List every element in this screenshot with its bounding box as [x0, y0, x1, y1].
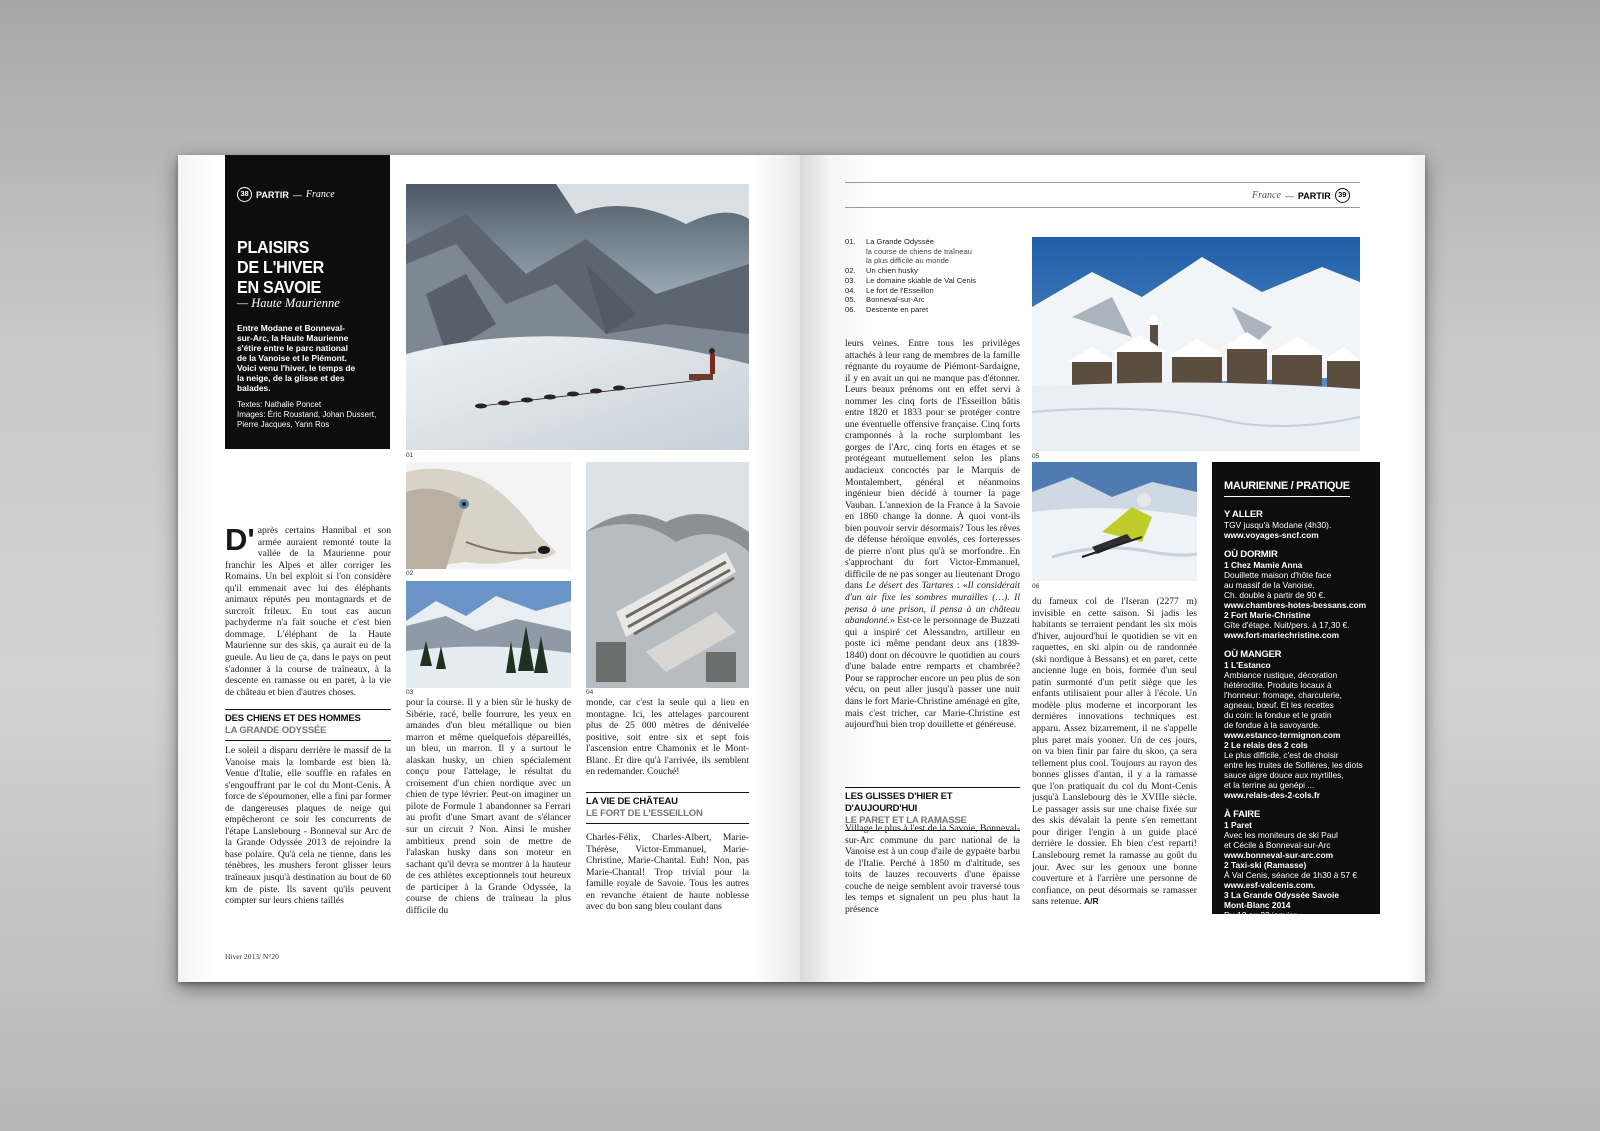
- caption-03: 03: [406, 689, 414, 696]
- header-country: France: [305, 189, 335, 200]
- lead-paragraph: [225, 525, 391, 705]
- section-subtitle: LE PARET ET LA RAMASSE: [845, 815, 1020, 831]
- section-label: PARTIR: [256, 189, 289, 200]
- header-sep: —: [1284, 190, 1294, 201]
- credits: Textes: Nathalie Poncet Images: Éric Roustand, Johan Dussert, Pierre Jacques, Yann Ros: [237, 400, 377, 429]
- photo-paret: [1032, 462, 1197, 581]
- sidebar-block: 1 Chez Mamie Anna Douillette maison d'hôte face au massif de la Vanoise. Ch. double à partir de 90 €. www.chambres-hotes-bessans.com 2 Fort Marie-Christine Gîte d'étape. Nuit/pers. à 17,30 €. www.fort-mariechristine.com: [1224, 560, 1367, 640]
- title-line: DE L'HIVER: [237, 257, 324, 277]
- header-rule-bottom: [845, 207, 1360, 208]
- sidebar-heading: À FAIRE: [1224, 809, 1261, 820]
- title-block: [225, 155, 390, 449]
- sidebar-block: 1 Paret Avec les moniteurs de ski Paul et Cécile à Bonneval-sur-Arc www.bonneval-sur-arc.com 2 Taxi-ski (Ramasse) À Val Cenis, séance de 1h30 à 57 € www.esf-valcenis.com. 3 La Grande Odyssée Savoie Mont-Blanc 2014 Du 12 au 22 janvier.: [1224, 820, 1358, 920]
- caption-02: 02: [406, 570, 414, 577]
- text-column-5: du fameux col de l'Iseran (2277 m) invisible en cette saison. Si jadis les habitants se terraient pendant les six mois d'hiver, aujourd'hui le quotidien se vit en raquettes, en ski alpin ou de randonnée (ski nordique à Bessans) et en paret, cette ancienne luge en bois, formée d'un seul patin surmonté d'un petit siège que les enfants utilisaient pour aller à l'école. Un modèle plus moderne et incorporant les dernières innovations techniques est apparu. Assez bizarrement, il ne s'appelle plus paret mais yooner. Un de ces jours, on va bien finir par faire du skoo, ça sera tellement plus cool. Toujours au rayon des bonnes glisses d'antan, il y a la ramasse que l'on pratiquait du col du Mont-Cenis jusqu'à Lanslebourg dès le XVIIIe siècle. Le passager assis sur une chaise fixée sur des skis dévalait la pente s'en remettant pour diriger l'engin à un guide placé derrière le dossier. Eh bien c'est reparti! Lanslebourg remet la ramasse au goût du jour. Avec sur les genoux une bonne couverture et à l'arrière une personne de confiance, on peut désormais se ramasser sans retenue. A/R: [1032, 596, 1197, 908]
- legend-item: 06. Descente en paret: [845, 304, 929, 314]
- title-line: PLAISIRS: [237, 237, 310, 257]
- husky-image: [406, 462, 571, 569]
- photo-village: [1032, 237, 1360, 451]
- text-column-2: pour la course. Il y a bien sûr le husky de Sibérie, racé, belle fourrure, les yeux en amandes d'un bleu métallique ou bien marron et même quelquefois dépareillés, un bleu, un marron. Il y a surtout le alaskan husky, un chien spécialement conçu pour l'attelage, le résultat du croisement d'un chien nordique avec un chien de type lévrier. Peut-on imaginer un pilote de Formule 1 abandonner sa Ferrari au profit d'une Smart avant de s'élancer sur un circuit ? Non. Ainsi le musher ambitieux prend soin de mettre de l'alaskan husky dans son moteur en sachant qu'il devra se montrer à la hauteur de ces athlètes exceptionnels tout heureux de participer à la Grande Odyssée, la course de chiens de traîneau la plus difficile du: [406, 697, 571, 916]
- section-subtitle: LA GRANDE ODYSSÉE: [225, 725, 391, 741]
- title-line: EN SAVOIE: [237, 277, 322, 297]
- section-title: DES CHIENS ET DES HOMMES: [225, 709, 391, 725]
- sidebar-heading: OÙ MANGER: [1224, 649, 1282, 660]
- section-heading-castle: [586, 792, 749, 824]
- caption-05: 05: [1032, 453, 1040, 460]
- drop-cap: D': [225, 525, 255, 557]
- legend-item: 03. Le domaine skiable de Val Cenis: [845, 275, 977, 285]
- village-image: [1032, 237, 1360, 451]
- section-heading-dogs: [225, 709, 391, 741]
- text-column-4: leurs veines. Entre tous les privilèges attachés à leur rang de membres de la famille régnante du royaume de Piémont-Sardaigne, il y en avait un qui ne manque pas d'étonner. Leurs beaux prénoms ont en effet servi à nommer les cinq forts de l'Esseillon bâtis entre 1820 et 1833 pour se protéger contre une éventuelle offensive française. Cinq forts cramponnés à la roche surplombant les gorges de l'Arc, cinq forts en étages et se protégeant mutuellement selon les plans audacieux concoctés par le Marquis de Montalembert, général et néanmoins ingénieur bien décidé à tourner la page Vauban. L'annexion de la France à la Savoie en 1860 change la donne. À quoi vont-ils bien pouvoir servir désormais? Tous les rêves de défense héroïque envolés, ces forteresses de pierre n'ont plus qu'à se morfondre. En s'approchant du fort Victor-Emmanuel, difficile de ne pas songer au lieutenant Drogo dans Le désert des Tartares : «Il considérait d'un air fixe les sombres murailles (…). Il pensa à une prison, il pensa à un château abandonné.» Est-ce le personnage de Buzzati qui a inspiré cet Alessandro, artilleur en poste ici même pendant deux ans (1839-1840) dont on découvre le quotidien au cours d'une balade entre remparts et chambrée? Pour se rapprocher encore un peu plus de son vécu, on peut aller jusqu'à passer une nuit dans le fort Marie-Christine aménagé en gîte, mais c'est tricher, car Marie-Christine est aujourd'hui bien trop douillette et généreuse.: [845, 338, 1020, 731]
- sidebar-title: MAURIENNE / PRATIQUE: [1224, 480, 1350, 497]
- photo-husky: [406, 462, 571, 569]
- article-subtitle: — Haute Maurienne: [237, 296, 340, 310]
- photo-sled-dogs: [406, 184, 749, 450]
- lead-text: après certains Hannibal et son armée auraient remonté toute la vallée de la Maurienne pour franchir les Alpes et aller corriger les Romains. Un bel exploit si l'on considère qu'il emmenait avec lui des éléphants animaux réputés peu montagnards et de surcroît frileux. En tout cas aucun pachyderme n'a fait souche et c'est bien dommage. L'éléphant de la Haute Maurienne sur des skis, ça aurait eu de la gueule. Au lieu de ça, dans le pays on peut s'adonner à la course de traîneaux, à la descente en ramasse ou en paret, à la vie de château et bien d'autres choses.: [225, 525, 391, 698]
- text-column-1: Le soleil a disparu derrière le massif de la Vanoise mais la lombarde est bien là. Venue d'Italie, elle souffle en rafales en s'engouffrant par le col du Mont-Cenis. À force de s'époumoner, elle a fini par former de dangereuses plaques de neige qui empêcheront ce soir les concurrents de l'étape Lanslebourg - Bonneval sur Arc de la Grande Odyssée 2013 de rejoindre la base polaire. Qu'à cela ne tienne, dans les ténèbres, les mushers feront glisser leurs traîneaux jusqu'à destination au bout de 60 km de piste. Ils savent qu'ils peuvent compter sur leurs chiens taillés: [225, 745, 391, 907]
- photo-legend: [845, 237, 1020, 315]
- sidebar-heading: OÙ DORMIR: [1224, 549, 1278, 560]
- legend-item: 05. Bonneval-sur-Arc: [845, 295, 925, 305]
- legend-item: 04. Le fort de l'Esseillon: [845, 285, 934, 295]
- photo-fort: [586, 462, 749, 688]
- intro-text: Entre Modane et Bonneval-sur-Arc, la Haute Maurienne s'étire entre le parc national de la Vanoise et le Piémont. Voici venu l'hiver, le temps de la neige, de la glisse et des balades.: [237, 323, 356, 393]
- sidebar-block: TGV jusqu'à Modane (4h30). www.voyages-sncf.com: [1224, 520, 1332, 540]
- magazine-spread: [178, 155, 1425, 982]
- article-title: [237, 237, 324, 297]
- left-page: [178, 155, 800, 982]
- author-signature: A/R: [1083, 896, 1099, 907]
- text-column-3b: Charles-Félix, Charles-Albert, Marie-Thérèse, Victor-Emmanuel, Marie-Christine, Marie-Chantal. Euh! Non, pas Marie-Chantal! Trop trivial pour la famille royale de Savoie. Tous les autres en revanche étaient de haute noblesse avec du bon sang bleu coulant dans: [586, 832, 749, 913]
- page-number: 39: [1335, 188, 1350, 203]
- sidebar-block: 1 L'Estanco Ambiance rustique, décoration hétéroclite. Produits locaux à l'honneur: fromage, charcuterie, agneau, bœuf. Et les recettes du coin: la fondue et le gratin de fondue à la savoyarde. www.estanco-termignon.com 2 Le relais des 2 cols Le plus difficile, c'est de choisir entre les truites de Sollières, les diots sauce aigre douce aux myrtilles, et la terrine au genépi ... www.relais-des-2-cols.fr: [1224, 660, 1363, 800]
- header-country: France: [1252, 190, 1281, 201]
- section-title: LES GLISSES D'HIER ET D'AUJOURD'HUI: [845, 787, 1020, 815]
- caption-06: 06: [1032, 583, 1040, 590]
- sidebar-heading: Y ALLER: [1224, 509, 1263, 520]
- section-title: LA VIE DE CHÂTEAU: [586, 792, 749, 808]
- page-header-left: [237, 187, 335, 202]
- legend-item: 01. La Grande Odyssée la course de chiens de traîneau la plus difficile au monde: [845, 237, 972, 266]
- right-page: [800, 155, 1425, 982]
- caption-01: 01: [406, 452, 414, 459]
- caption-04: 04: [586, 689, 594, 696]
- page-number: 38: [237, 187, 252, 202]
- page-footer: Hiver 2013/ N°20: [225, 952, 279, 961]
- practical-sidebar: [1212, 462, 1380, 920]
- section-label: PARTIR: [1297, 190, 1331, 201]
- text-column-3a: monde, car c'est la seule qui a lieu en montagne. Ici, les attelages parcourent plus de 25 000 mètres de dénivelée positive, soit entre six et sept fois l'ascension entre Chamonix et le Mont-Blanc. Et dire qu'à l'arrivée, ils semblent en redemander. Couché!: [586, 697, 749, 778]
- page-header-right: [1252, 188, 1350, 203]
- section-subtitle: LE FORT DE L'ESSEILLON: [586, 808, 749, 824]
- header-sep: —: [292, 189, 302, 200]
- ski-domain-image: [406, 581, 571, 688]
- fort-image: [586, 462, 749, 688]
- sled-dogs-image: [406, 184, 749, 450]
- paret-image: [1032, 462, 1197, 581]
- text-column-4b: Village le plus à l'est de la Savoie, Bonneval-sur-Arc commune du parc national de la Vanoise est à un coup d'aile de gypaète barbu de l'Italie. Perché à 1850 m d'altitude, ses toits de lauzes recouverts d'une épaisse couche de neige semblent avoir traversé tous les temps et signalent un peu plus haut la présence: [845, 823, 1020, 915]
- photo-ski-domain: [406, 581, 571, 688]
- header-rule: [845, 182, 1360, 183]
- legend-item: 02. Un chien husky: [845, 266, 918, 276]
